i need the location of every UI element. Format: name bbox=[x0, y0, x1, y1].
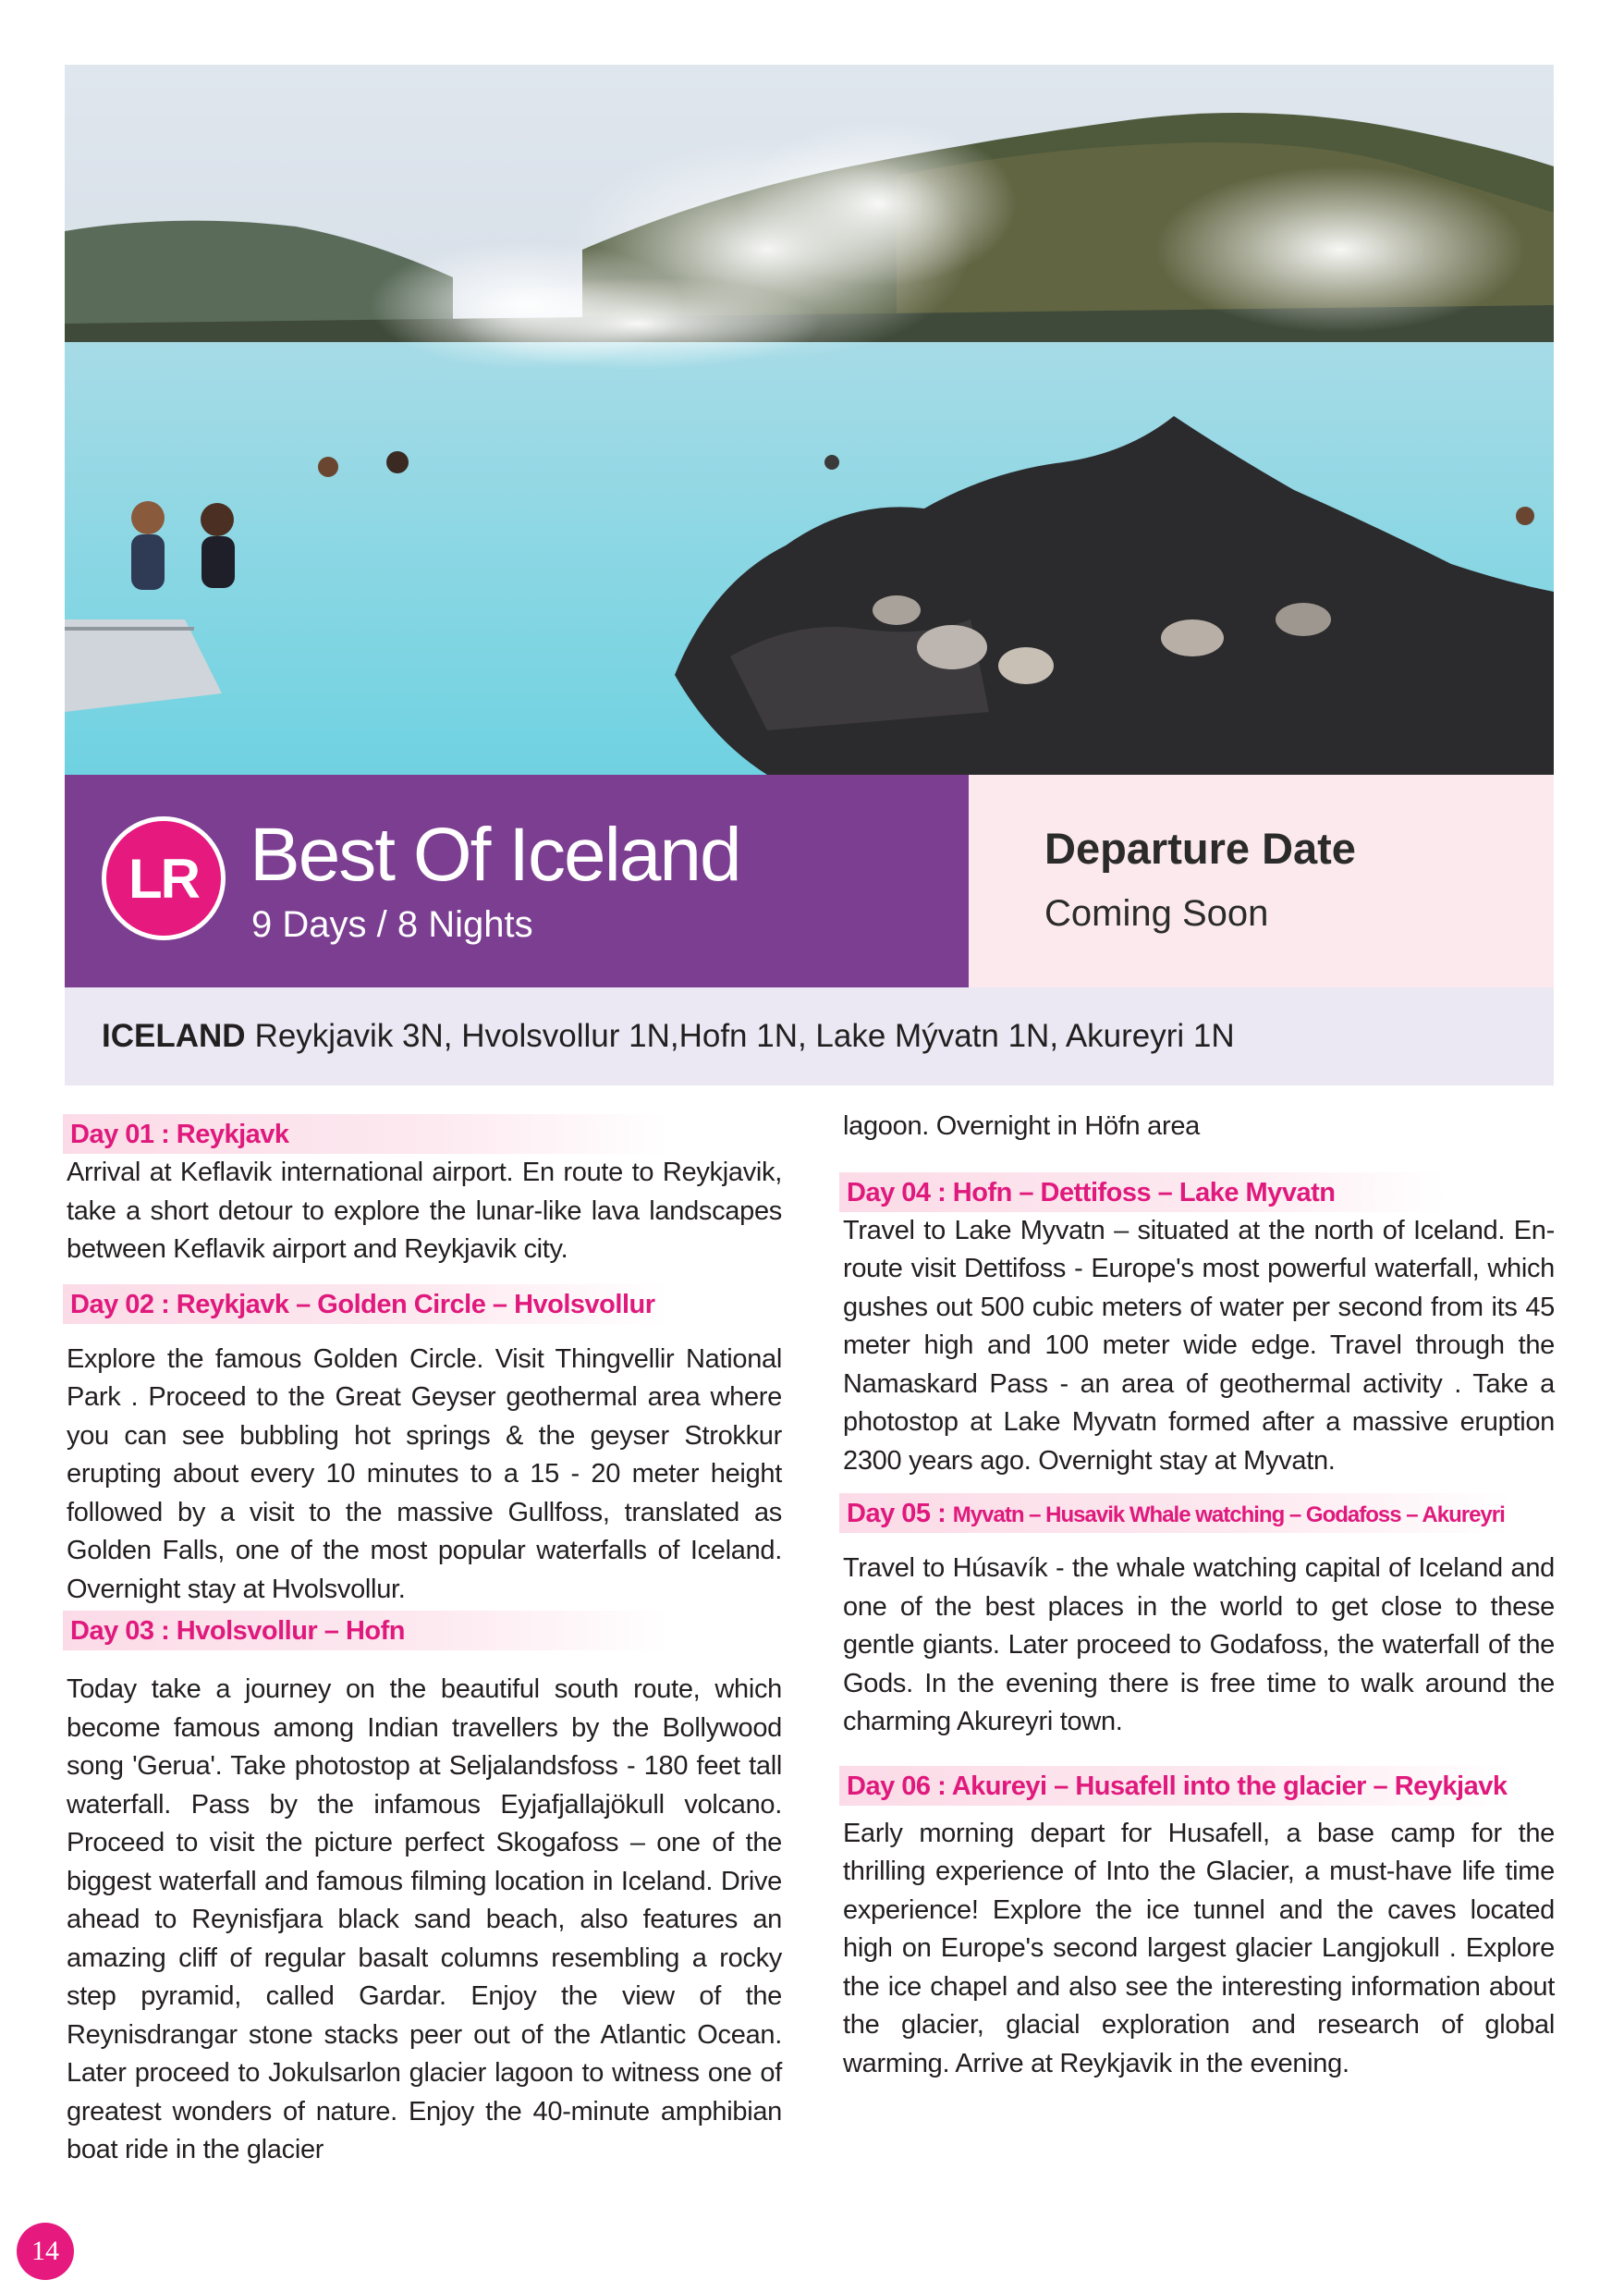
day-description: Early morning depart for Husafell, a base camp for the thrilling experience of Into the Glacier, a must-have life time experience! Explore the ice tunnel and the caves located high on Europe's second largest glacier Langjokull . Explore the ice chapel and also see the interesting information about the glacier, glacial exploration and research of global warming. Arrive at Reykjavik in the evening. bbox=[843, 1818, 1555, 2078]
day-03-continuation: lagoon. Overnight in Höfn area bbox=[843, 1111, 1200, 1141]
day-heading: Day 04 : Hofn – Dettifoss – Lake Myvatn bbox=[839, 1172, 1446, 1212]
day-04 bbox=[843, 1172, 1555, 1481]
route-cities: Reykjavik 3N, Hvolsvollur 1N,Hofn 1N, Lake Mývatn 1N, Akureyri 1N bbox=[254, 1018, 1235, 1054]
day-03 bbox=[67, 1611, 782, 2170]
departure-value: Coming Soon bbox=[1044, 893, 1269, 934]
itinerary-left-column bbox=[67, 1114, 782, 2170]
departure-heading: Departure Date bbox=[1044, 824, 1356, 873]
trip-title: Best Of Iceland bbox=[250, 813, 740, 897]
day-05 bbox=[843, 1493, 1555, 1742]
day-heading: Day 03 : Hvolsvollur – Hofn bbox=[63, 1611, 669, 1650]
itinerary-right-column bbox=[843, 1108, 1555, 2083]
day-heading-prefix: Day 05 : bbox=[847, 1499, 953, 1528]
day-heading: Myvatn – Husavik Whale watching – Godafoss – Akureyri bbox=[952, 1502, 1505, 1527]
day-description: Arrival at Keflavik international airport. En route to Reykjavik, take a short detour to explore the lunar-like lava landscapes between Keflavik airport and Reykjavik city. bbox=[67, 1158, 782, 1264]
hero-photo-blue-lagoon bbox=[65, 65, 1554, 775]
page-number: 14 bbox=[17, 2223, 74, 2280]
day-description: Today take a journey on the beautiful south route, which become famous among Indian travellers by the Bollywood song 'Gerua'. Take photostop at Seljalandsfoss - 180 feet tall waterfall. Pass by the infamous Eyjafjallajökull volcano. Proceed to visit the picture perfect Skogafoss – one of the biggest waterfall and famous filming location in Iceland. Drive ahead to Reynisfjara black sand beach, also features an amazing cliff of regular basalt columns resembling a rocky step pyramid, called Gardar. Enjoy the view of the Reynisdrangar stone stacks peer out of the Atlantic Ocean. Later proceed to Jokulsarlon glacier lagoon to witness one of greatest wonders of nature. Enjoy the 40-minute amphibian boat ride in the glacier bbox=[67, 1674, 782, 2164]
departure-panel bbox=[969, 775, 1554, 987]
day-01 bbox=[67, 1114, 782, 1269]
day-description: Travel to Lake Myvatn – situated at the north of Iceland. En-route visit Dettifoss - Europe's most powerful waterfall, which gushes out 500 cubic meters of water per second from its 45 meter high and 100 meter wide edge. Travel through the Namaskard Pass - an area of geothermal activity . Take a photostop at Lake Myvatn formed after a massive eruption 2300 years ago. Overnight stay at Myvatn. bbox=[843, 1215, 1555, 1476]
day-description: Travel to Húsavík - the whale watching capital of Iceland and one of the best places in the world to get close to these gentle giants. Later proceed to Godafoss, the waterfall of the Gods. In the evening there is free time to walk around the charming Akureyri town. bbox=[843, 1553, 1555, 1736]
lr-badge bbox=[102, 816, 226, 940]
day-06 bbox=[843, 1766, 1555, 2084]
route-country: ICELAND bbox=[102, 1018, 246, 1054]
day-heading: Day 01 : Reykjavk bbox=[63, 1114, 669, 1154]
trip-duration: 9 Days / 8 Nights bbox=[251, 904, 533, 945]
badge-label: LR bbox=[128, 847, 199, 910]
title-band bbox=[65, 775, 969, 987]
route-bar bbox=[65, 987, 1554, 1085]
day-heading: Day 06 : Akureyi – Husafell into the glacier – Reykjavk bbox=[839, 1766, 1514, 1806]
day-heading: Day 02 : Reykjavk – Golden Circle – Hvolsvollur bbox=[63, 1284, 669, 1324]
day-02 bbox=[67, 1284, 782, 1610]
blue-lagoon-illustration bbox=[65, 65, 1554, 775]
day-heading-wrap bbox=[839, 1493, 1512, 1533]
day-description: Explore the famous Golden Circle. Visit Thingvellir National Park . Proceed to the Great Geyser geothermal area where you can see bubbling hot springs & the geyser Strokkur erupting about every 10 minutes to a 15 - 20 meter height followed by a visit to the massive Gullfoss, translated as Golden Falls, one of the most popular waterfalls of Iceland. Overnight stay at Hvolsvollur. bbox=[67, 1343, 782, 1604]
